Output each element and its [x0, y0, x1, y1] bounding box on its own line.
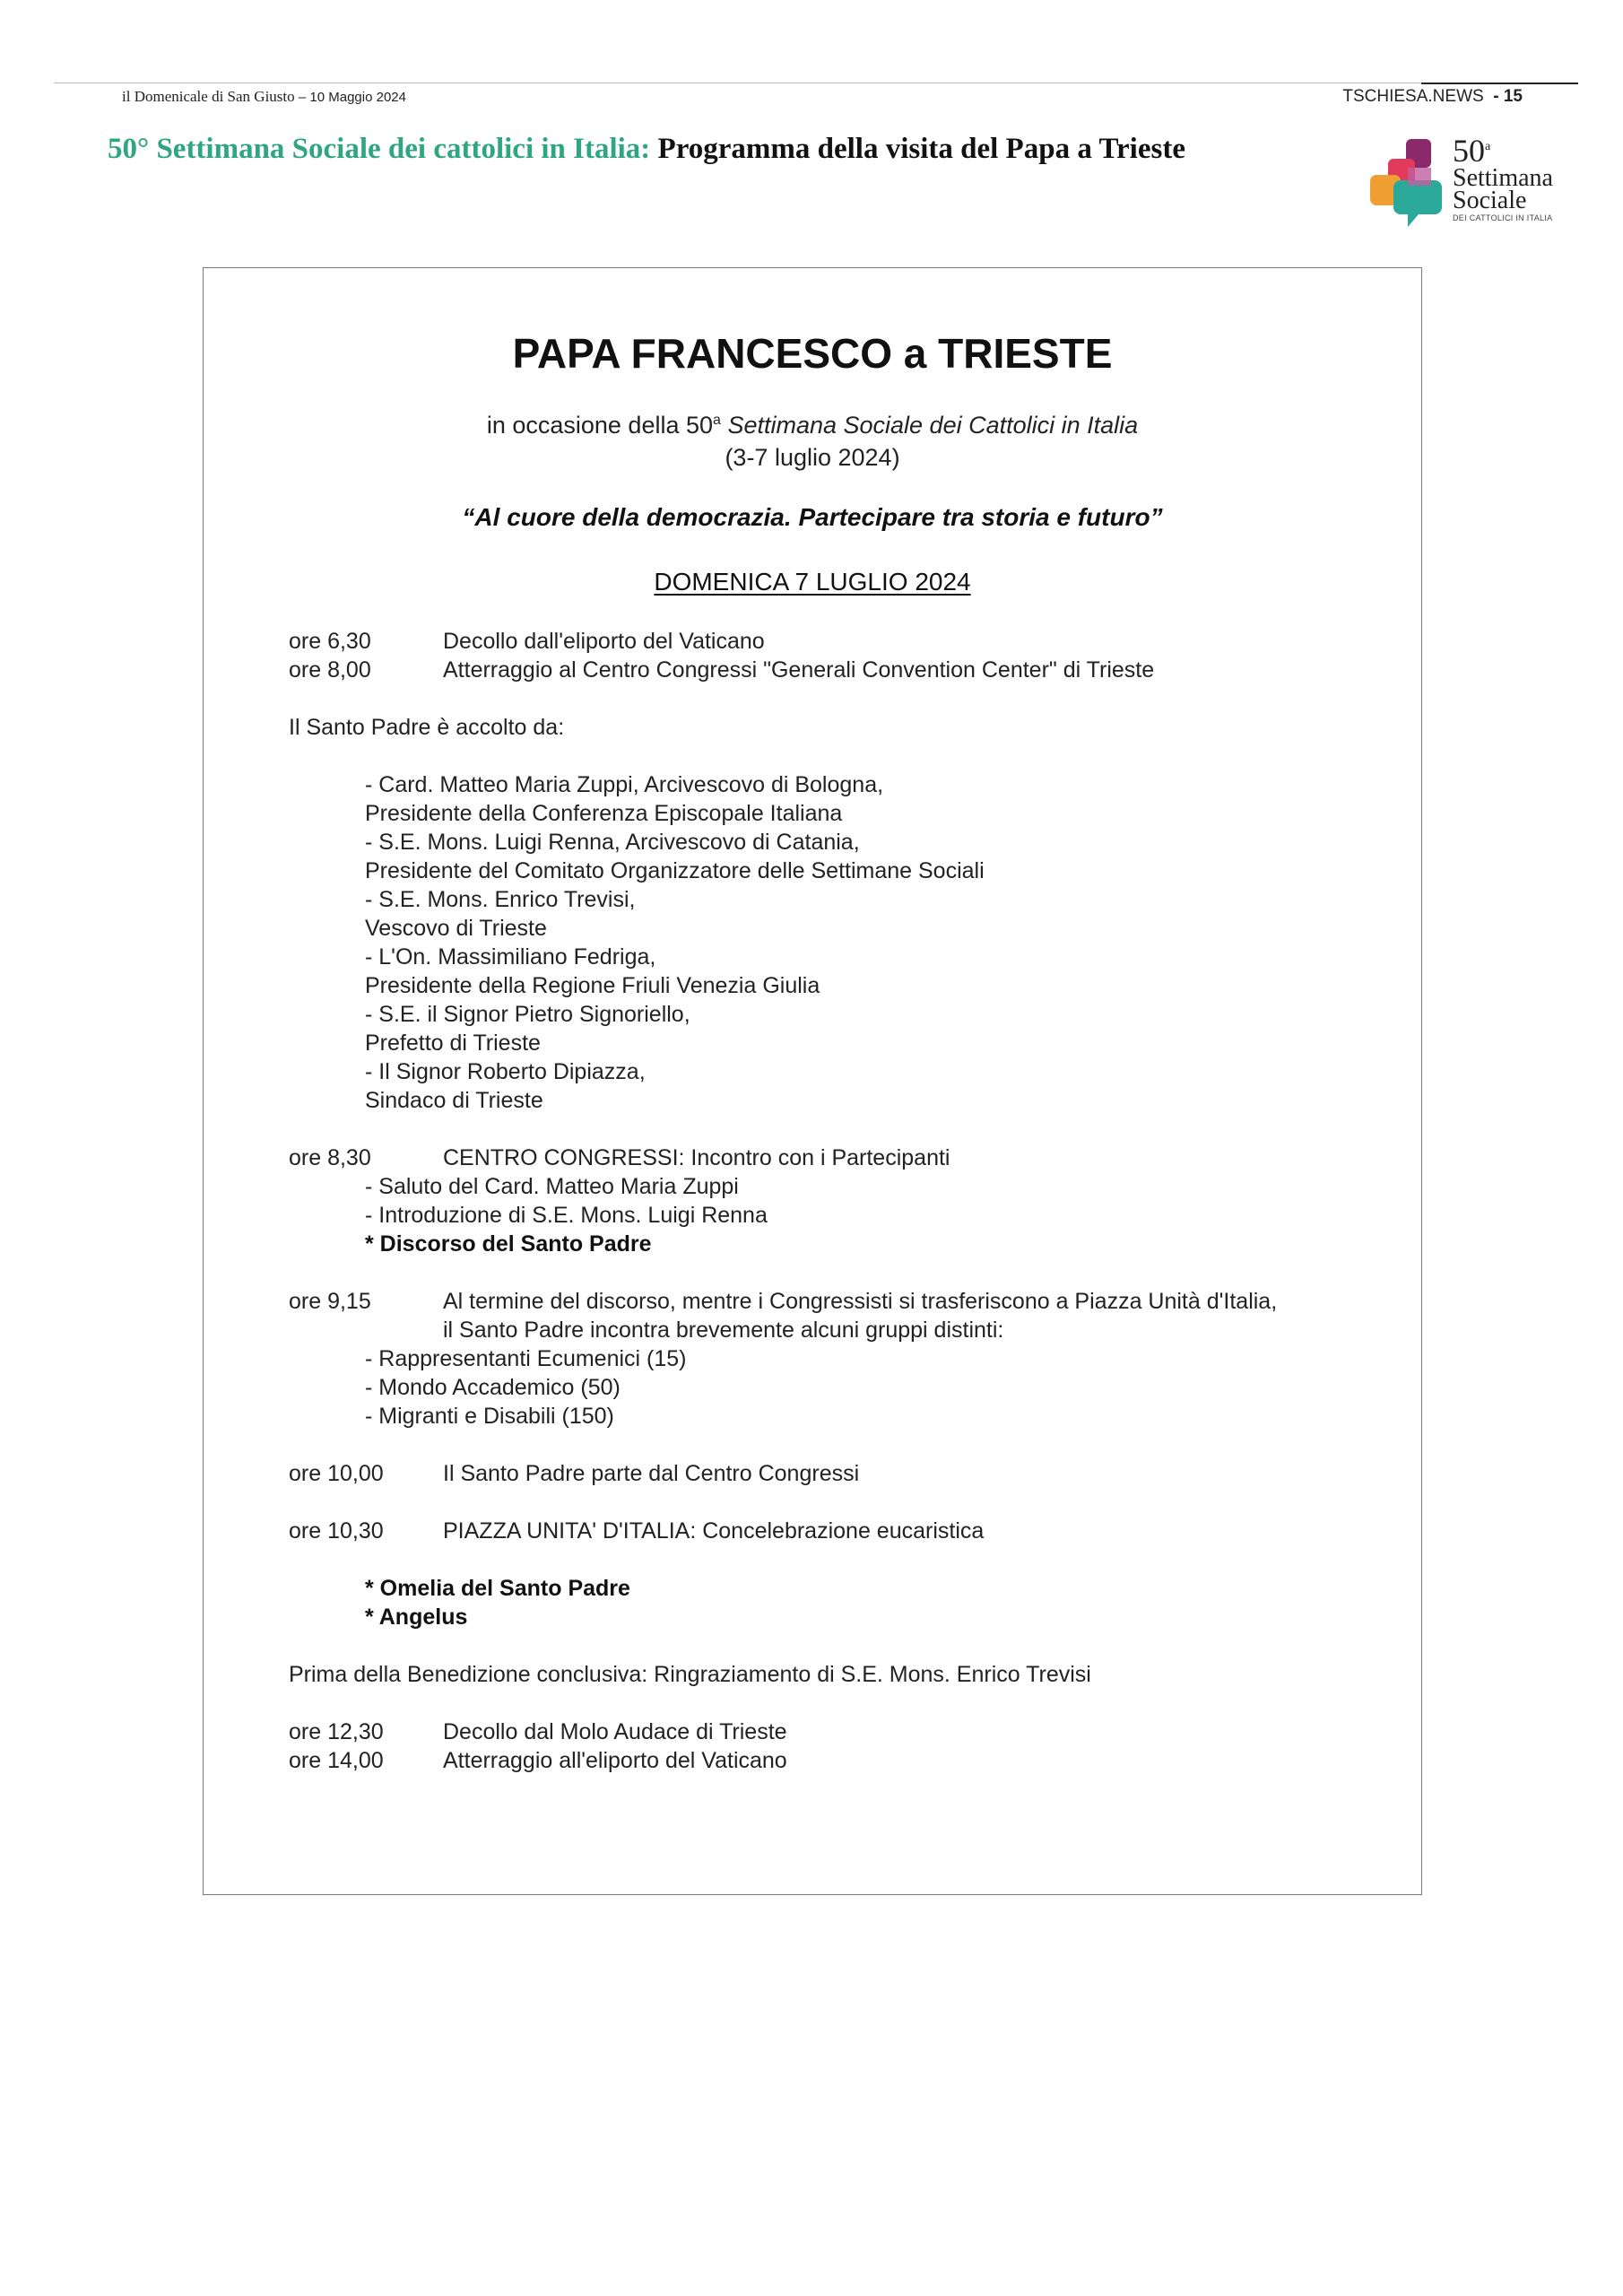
welcome-intro: Il Santo Padre è accolto da: — [289, 715, 565, 740]
welcome-line: - Il Signor Roberto Dipiazza, — [365, 1059, 646, 1084]
header-rule-accent — [1421, 83, 1578, 84]
schedule-activity: PIAZZA UNITA' D'ITALIA: Concelebrazione eucaristica — [443, 1518, 985, 1544]
welcome-line: Presidente della Conferenza Episcopale Italiana — [365, 801, 843, 826]
welcome-line: Presidente del Comitato Organizzatore delle Settimane Sociali — [365, 858, 985, 883]
schedule-activity: Decollo dal Molo Audace di Trieste — [443, 1719, 787, 1744]
schedule-highlight: * Omelia del Santo Padre — [365, 1576, 630, 1601]
headline-event: 50° Settimana Sociale dei cattolici in Italia: — [108, 133, 651, 165]
programme-document — [203, 267, 1422, 1895]
schedule-time: ore 8,00 — [289, 657, 371, 683]
document-occasion — [204, 412, 1421, 439]
schedule-subitem: - Introduzione di S.E. Mons. Luigi Renna — [365, 1203, 768, 1228]
logo-wordmark — [1453, 135, 1553, 222]
schedule-activity: Atterraggio al Centro Congressi "Generali Convention Center" di Trieste — [443, 657, 1155, 683]
schedule-activity: Al termine del discorso, mentre i Congressisti si trasferiscono a Piazza Unità d'Italia, — [443, 1289, 1278, 1314]
schedule-time: ore 14,00 — [289, 1748, 384, 1773]
blessing-note: Prima della Benedizione conclusiva: Ringraziamento di S.E. Mons. Enrico Trevisi — [289, 1662, 1091, 1687]
logo-number: 50 — [1453, 133, 1485, 169]
welcome-line: - Card. Matteo Maria Zuppi, Arcivescovo di Bologna, — [365, 772, 884, 797]
document-dates: (3-7 luglio 2024) — [725, 444, 900, 471]
header-site — [1342, 87, 1523, 107]
schedule-activity: Il Santo Padre parte dal Centro Congressi — [443, 1461, 860, 1486]
schedule-time: ore 12,30 — [289, 1719, 384, 1744]
welcome-line: Presidente della Regione Friuli Venezia Giulia — [365, 973, 820, 998]
schedule-activity: Decollo dall'eliporto del Vaticano — [443, 629, 765, 654]
page-number: - 15 — [1493, 87, 1523, 106]
schedule-time: ore 6,30 — [289, 629, 371, 654]
document-motto: “Al cuore della democrazia. Partecipare tra storia e futuro” — [462, 503, 1163, 531]
logo-word-settimana: Settimana — [1453, 164, 1553, 192]
occasion-sup: a — [713, 413, 721, 428]
occasion-prefix: in occasione della 50 — [486, 412, 714, 439]
publication-date: – 10 Maggio 2024 — [298, 90, 406, 105]
logo-tagline: DEI CATTOLICI IN ITALIA — [1453, 213, 1553, 223]
header-publication — [122, 88, 406, 106]
publication-name: il Domenicale di San Giusto — [122, 88, 295, 105]
schedule-time: ore 8,30 — [289, 1145, 371, 1170]
logo-word-sociale: Sociale — [1453, 187, 1527, 215]
schedule-activity-cont: il Santo Padre incontra brevemente alcuni gruppi distinti: — [443, 1318, 1004, 1343]
welcome-line: - L'On. Massimiliano Fedriga, — [365, 944, 656, 970]
schedule-activity: Atterraggio all'eliporto del Vaticano — [443, 1748, 787, 1773]
schedule-subitem: - Mondo Accademico (50) — [365, 1375, 621, 1400]
document-title: PAPA FRANCESCO a TRIESTE — [512, 330, 1113, 377]
site-name: TSCHIESA.NEWS — [1342, 87, 1484, 106]
welcome-line: - S.E. Mons. Enrico Trevisi, — [365, 887, 636, 912]
schedule-subitem: - Migranti e Disabili (150) — [365, 1404, 614, 1429]
schedule-activity: CENTRO CONGRESSI: Incontro con i Partecipanti — [443, 1145, 950, 1170]
logo-suffix: a — [1485, 140, 1491, 153]
document-day: DOMENICA 7 LUGLIO 2024 — [654, 568, 971, 596]
schedule-highlight: * Discorso del Santo Padre — [365, 1231, 652, 1257]
welcome-line: Prefetto di Trieste — [365, 1031, 541, 1056]
welcome-line: Vescovo di Trieste — [365, 916, 547, 941]
welcome-line: - S.E. Mons. Luigi Renna, Arcivescovo di Catania, — [365, 830, 860, 855]
headline-subject: Programma della visita del Papa a Trieste — [657, 133, 1185, 165]
occasion-event: Settimana Sociale dei Cattolici in Italia — [727, 412, 1139, 439]
welcome-line: - S.E. il Signor Pietro Signoriello, — [365, 1002, 690, 1027]
schedule-subitem: - Rappresentanti Ecumenici (15) — [365, 1346, 687, 1371]
schedule-subitem: - Saluto del Card. Matteo Maria Zuppi — [365, 1174, 739, 1199]
schedule-time: ore 9,15 — [289, 1289, 371, 1314]
schedule-highlight: * Angelus — [365, 1605, 468, 1630]
welcome-line: Sindaco di Trieste — [365, 1088, 543, 1113]
schedule-time: ore 10,30 — [289, 1518, 384, 1544]
page-headline — [108, 133, 1185, 166]
schedule-time: ore 10,00 — [289, 1461, 384, 1486]
